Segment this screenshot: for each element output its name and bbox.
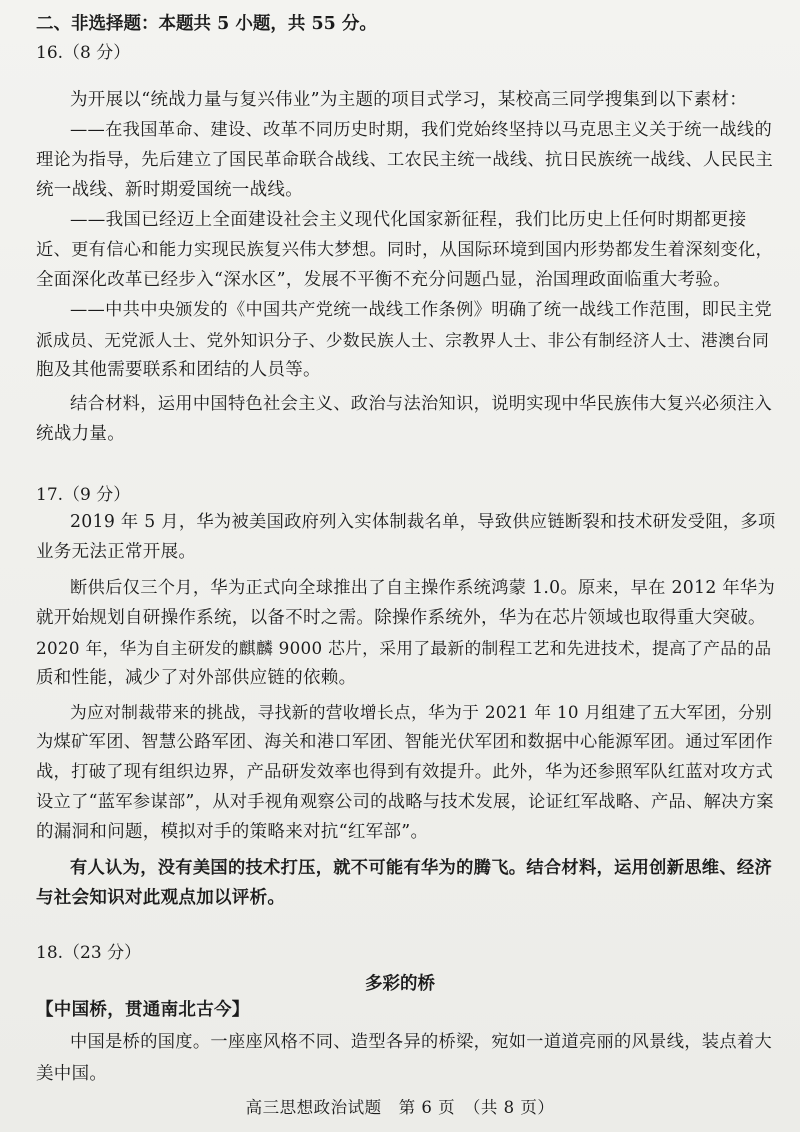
q17-prompt-line-1: 有人认为，没有美国的技术打压，就不可能有华为的腾飞。结合材料，运用创新思维、经济 — [70, 858, 773, 878]
section-heading: 二、非选择题：本题共 5 小题，共 55 分。 — [36, 14, 377, 34]
q17-line-5: 2020 年，华为自主研发的麒麟 9000 芯片，采用了最新的制程工艺和先进技术，提高了产品的品 — [36, 638, 772, 658]
q17-line-1: 2019 年 5 月，华为被美国政府列入实体制裁名单，导致供应链断裂和技术研发受阻，多项 — [70, 512, 776, 532]
q17-line-3: 断供后仅三个月，华为正式向全球推出了自主操作系统鸿蒙 1.0。原来，早在 2012 年华为 — [70, 578, 776, 598]
q16-line-3: 理论为指导，先后建立了国民革命联合战线、工农民主统一战线、抗日民族统一战线、人民民主 — [36, 150, 774, 170]
q16-line-10: 胞及其他需要联系和团结的人员等。 — [36, 360, 321, 380]
q17-line-2: 业务无法正常开展。 — [36, 542, 197, 562]
q17-line-7: 为应对制裁带来的挑战，寻找新的营收增长点，华为于 2021 年 10 月组建了五大军团，分别 — [70, 702, 773, 722]
q17-line-11: 的漏洞和问题，模拟对手的策略来对抗“红军部”。 — [36, 822, 429, 842]
question-16-number: 16.（8 分） — [36, 43, 131, 63]
q16-line-8: ——中共中央颁发的《中国共产党统一战线工作条例》明确了统一战线工作范围，即民主党 — [70, 300, 773, 320]
question-18-number: 18.（23 分） — [36, 943, 142, 963]
q18-line-2: 美中国。 — [36, 1064, 108, 1084]
q16-line-1: 为开展以“统战力量与复兴伟业”为主题的项目式学习，某校高三同学搜集到以下素材： — [70, 90, 748, 110]
q18-title: 多彩的桥 — [365, 974, 435, 994]
q17-line-8: 为煤矿军团、智慧公路军团、海关和港口军团、智能光伏军团和数据中心能源军团。通过军团作 — [36, 732, 774, 752]
q18-line-1: 中国是桥的国度。一座座风格不同、造型各异的桥梁，宛如一道道亮丽的风景线，装点着大 — [70, 1032, 773, 1052]
q16-prompt-line-2: 统战力量。 — [36, 424, 125, 444]
q16-line-4: 统一战线、新时期爱国统一战线。 — [36, 180, 303, 200]
q17-line-10: 设立了“蓝军参谋部”，从对手视角观察公司的战略与技术发展，论证红军战略、产品、解决方案 — [36, 792, 774, 812]
q16-line-6: 近、更有信心和能力实现民族复兴伟大梦想。同时，从国际环境到国内形势都发生着深刻变化， — [36, 240, 774, 260]
question-17-number: 17.（9 分） — [36, 485, 131, 505]
q16-line-5: ——我国已经迈上全面建设社会主义现代化国家新征程，我们比历史上任何时期都更接 — [70, 210, 747, 230]
q16-line-9: 派成员、无党派人士、党外知识分子、少数民族人士、宗教界人士、非公有制经济人士、港澳台同 — [36, 330, 770, 350]
q16-prompt-line-1: 结合材料，运用中国特色社会主义、政治与法治知识，说明实现中华民族伟大复兴必须注入 — [70, 394, 773, 414]
q17-line-4: 就开始规划自研操作系统，以备不时之需。除操作系统外，华为在芯片领域也取得重大突破。 — [36, 608, 766, 628]
q17-prompt-line-2: 与社会知识对此观点加以评析。 — [36, 888, 286, 908]
q16-line-2: ——在我国革命、建设、改革不同历史时期，我们党始终坚持以马克思主义关于统一战线的 — [70, 120, 773, 140]
q17-line-9: 战，打破了现有组织边界，产品研发效率也得到有效提升。此外，华为还参照军队红蓝对攻方式 — [36, 762, 774, 782]
page-footer: 高三思想政治试题 第 6 页 （共 8 页） — [245, 1098, 555, 1117]
q16-line-7: 全面深化改革已经步入“深水区”，发展不平衡不充分问题凸显，治国理政面临重大考验。 — [36, 270, 731, 290]
q18-subheading: 【中国桥，贯通南北古今】 — [36, 1000, 250, 1020]
q17-line-6: 质和性能，减少了对外部供应链的依赖。 — [36, 668, 357, 688]
